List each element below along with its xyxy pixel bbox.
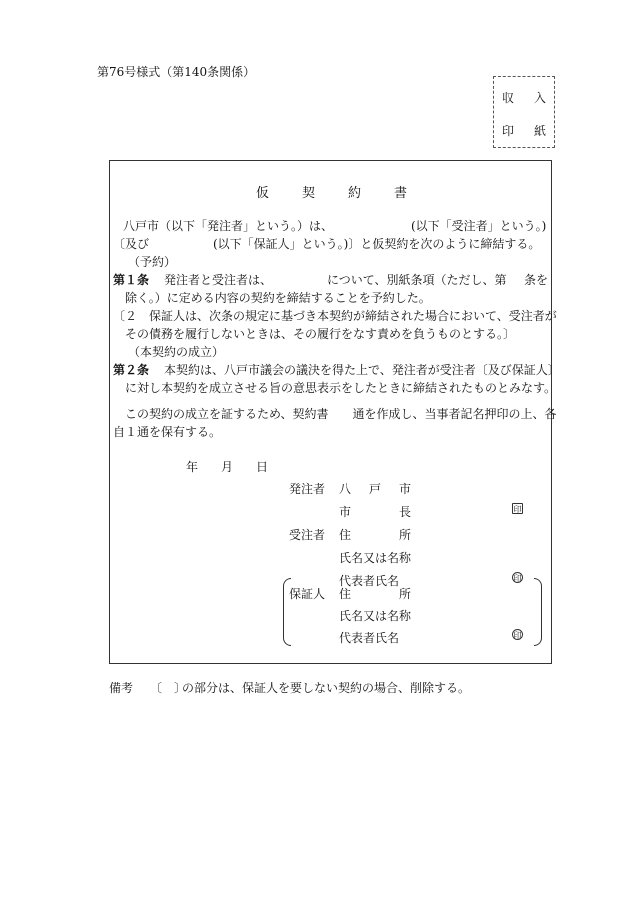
contractor-address-2: 所 [399, 528, 412, 542]
section2-line2: に対し本契約を成立させる旨の意思表示をしたときに締結されたものとみなす。 [125, 381, 557, 395]
contractor-name-label: 氏名又は名称 [339, 551, 412, 565]
orderer-name-2: 戸 [369, 482, 382, 496]
date-month: 月 [221, 460, 234, 474]
guarantor-seal-icon: 印 [513, 631, 522, 640]
date-day: 日 [256, 460, 269, 474]
orderer-name-1: 八 [339, 482, 352, 496]
closing-line1: この契約の成立を証するため、契約書 通を作成し、当事者記名押印の上、各 [125, 407, 557, 421]
stamp-char-1: 収 [502, 91, 515, 105]
intro-line2-a: 〔及び [113, 237, 150, 251]
contractor-address-1: 住 [339, 528, 352, 542]
stamp-char-2: 入 [534, 91, 547, 105]
contractor-seal-icon: 印 [513, 574, 522, 583]
orderer-title-1: 市 [339, 505, 352, 519]
form-number: 第76号様式（第140条関係） [97, 65, 256, 79]
date-year: 年 [186, 460, 199, 474]
section2-heading: （本契約の成立） [128, 345, 225, 359]
guarantor-label: 保証人 [289, 587, 326, 601]
intro-line1-b: (以下「受注者」という。) [411, 219, 547, 233]
footnote-brackets: 〔 〕 [150, 681, 187, 695]
section2-label: 第２条 [113, 363, 150, 377]
section1-line1-b: について、別紙条項（ただし、第 [327, 273, 507, 287]
guarantor-rep-label: 代表者氏名 [339, 631, 400, 645]
section1-p2-line1: 〔２ 保証人は、次条の規定に基づき本契約が締結された場合において、受注者が [113, 309, 557, 323]
orderer-title-2: 長 [399, 505, 412, 519]
stamp-char-4: 紙 [534, 124, 547, 138]
section1-label: 第１条 [113, 273, 150, 287]
footnote-text: の部分は、保証人を要しない契約の場合、削除する。 [182, 681, 471, 695]
guarantor-address-2: 所 [399, 587, 412, 601]
footnote-label: 備考 [109, 681, 134, 695]
intro-line1-a: 八戸市（以下「発注者」という。）は、 [123, 219, 334, 233]
contractor-label: 受注者 [289, 528, 326, 542]
section1-p2-line2: その債務を履行しないときは、その履行をなす責めを負うものとする。〕 [125, 327, 516, 341]
title-char-4: 書 [394, 186, 408, 201]
section1-line2: 除く。）に定める内容の契約を締結することを予約した。 [125, 291, 431, 305]
orderer-label: 発注者 [289, 482, 326, 496]
section1-line1-a: 発注者と受注者は、 [164, 273, 273, 287]
guarantor-name-label: 氏名又は名称 [339, 609, 412, 623]
orderer-name-3: 市 [399, 482, 412, 496]
title-char-1: 仮 [256, 186, 270, 201]
section1-heading: （予約） [128, 255, 177, 269]
stamp-char-3: 印 [502, 124, 515, 138]
title-char-3: 約 [348, 186, 362, 201]
section1-line1-c: 条を [524, 273, 549, 287]
closing-line2: 自１通を保有する。 [113, 425, 222, 439]
guarantor-bracket-right [534, 578, 542, 646]
orderer-seal-icon: 印 [513, 505, 522, 514]
intro-line2-b: (以下「保証人」という。)〕と仮契約を次のように締結する。 [213, 237, 541, 251]
contractor-rep-label: 代表者氏名 [339, 574, 400, 588]
title-char-2: 契 [302, 186, 316, 201]
guarantor-address-1: 住 [339, 587, 352, 601]
revenue-stamp-box [493, 76, 555, 148]
section2-line1: 本契約は、八戸市議会の議決を得た上で、発注者が受注者〔及び保証人〕 [164, 363, 560, 377]
